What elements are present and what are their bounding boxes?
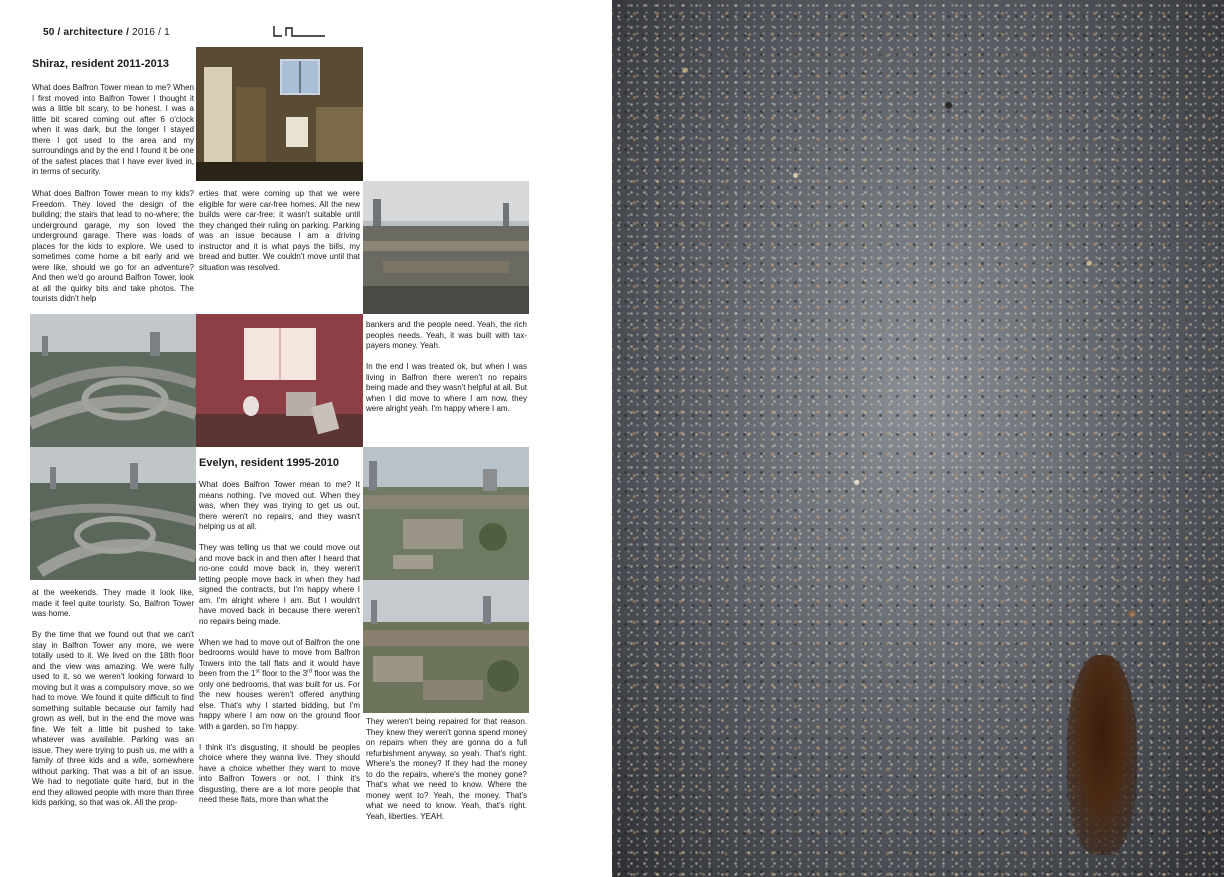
estate-aerial-photo-2 xyxy=(363,580,529,713)
motorway-junction-photo-1 xyxy=(30,314,196,447)
kitchen-photo xyxy=(196,47,363,181)
section-name: architecture xyxy=(63,27,124,38)
evelyn-text-col3: They weren't being repaired for that reason. They knew they weren't gonna spend money on repairs when they are gonna do a full refurbishment anyway, so yeah. That's right. Where's the money? If they had the money to do the repairs, where's the money gone? That's what we need to know. Where the money went to? Yeah, the money. That's what we need to know. Yeah, that's right. Yeah, liberties. YEAH. xyxy=(366,717,527,821)
shiraz-heading: Shiraz, resident 2011-2013 xyxy=(32,58,169,70)
shiraz-text-col3: bankers and the people need. Yeah, the rich peoples needs. Yeah, it was built with tax-payers money. Yeah. In the end I was treated ok, but when I was living in Balfron there weren't no repairs being made and they wasn't helpful at all. But when I did move to where I am now, they were alright yeah. I'm happy where I am. xyxy=(366,320,527,413)
issue-year: 2016 xyxy=(132,27,156,38)
issue-number: 1 xyxy=(164,27,170,38)
pink-room-photo xyxy=(196,314,363,447)
shiraz-text-intro: What does Balfron Tower mean to me? When I first moved into Balfron Tower I thought it was a little bit scary, to be honest. I was a little bit scared coming out after 6 o'clock when it was dark, but the longer I stayed there I got used to the area and my surroundings and by the end I found it be one of the safest places that I have ever lived in, in terms of security. xyxy=(32,83,194,176)
shiraz-text-col2: erties that were coming up that we were eligible for were car-free homes. All the new builds were car-free; it wasn't suitable until they changed their ruling on parking. Parking was an issue because I am a driving instructor and it is what pays the bills, my bread and butter. We couldn't move until that situation was resolved. xyxy=(199,189,360,272)
concrete-texture-photo xyxy=(612,0,1224,877)
evelyn-heading: Evelyn, resident 1995-2010 xyxy=(199,457,340,469)
shiraz-text-col1-cont: at the weekends. They made it look like, made it feel quite touristy. So, Balfron Tower was home. By the time that we found out that we can't stay in Balfron Tower any more, we were totally used to it. We lived on the 18th floor and the view was amazing. We were fully used to it, so we weren't looking forward to moving but it was a compulsory move, so we had to move. We found it quite difficult to find something suitable because our family had grown as well, but in the end the move was fine. We felt a little bit pushed to take whatever was available. Parking was an issue. They were trying to push us, me with a family of three kids and a wife, somewhere without parking. That was a bit of an issue. We had to negotiate quite hard, but in the end they allowed people with more than three kids parking, so that was ok. All the prop- xyxy=(32,588,194,807)
shiraz-text-col1: What does Balfron Tower mean to my kids? Freedom. They loved the design of the building; the stairs that lead to no-where; the underground garage, my son loved the underground garage. There was loads of places for the kids to explore. We used to sometimes come home a bit early and we were like, should we go for an adventure? And then we'd go around Balfron Tower, look at all the quirky bits and take photos. The tourists didn't help xyxy=(32,189,194,303)
estate-aerial-photo-1 xyxy=(363,447,529,580)
folio: 50 / architecture / 2016 / 1 xyxy=(43,27,170,38)
magazine-logo-icon xyxy=(272,25,327,39)
page-number: 50 xyxy=(43,27,55,38)
evelyn-text-col2: What does Balfron Tower mean to me? It means nothing. I've moved out. When they was, when they was trying to get us out, there weren't no repairs, and they wasn't helping us at all. They was telling us that we could move out and move back in and then after I heard that no-one could move back in, they weren't letting people move back in when they had signed the contracts, but I'm happy where I am. I'm alright where I am. But I wouldn't have moved back in because there weren't no repairs being made. When we had to move out of Balfron the one bedrooms would have to move from Balfron Towers into the tall flats and it would have been from the 1st floor to the 3rd floor was the only one bedrooms, that was built for us. For the new houses weren't offered anything else. That's why I started bidding, but I'm happy where I am now on the ground floor with a garden, so I'm happy. I think it's disgusting, it should be peoples choice where they wanna live. They should have a choice whether they want to move into Balfron Towers or not. I think it's disgusting, there are a lot more people that need these flats, more than what the xyxy=(199,480,360,804)
motorway-junction-photo-2 xyxy=(30,447,196,580)
estate-skyline-photo xyxy=(363,181,529,314)
rust-stain xyxy=(1067,655,1137,855)
